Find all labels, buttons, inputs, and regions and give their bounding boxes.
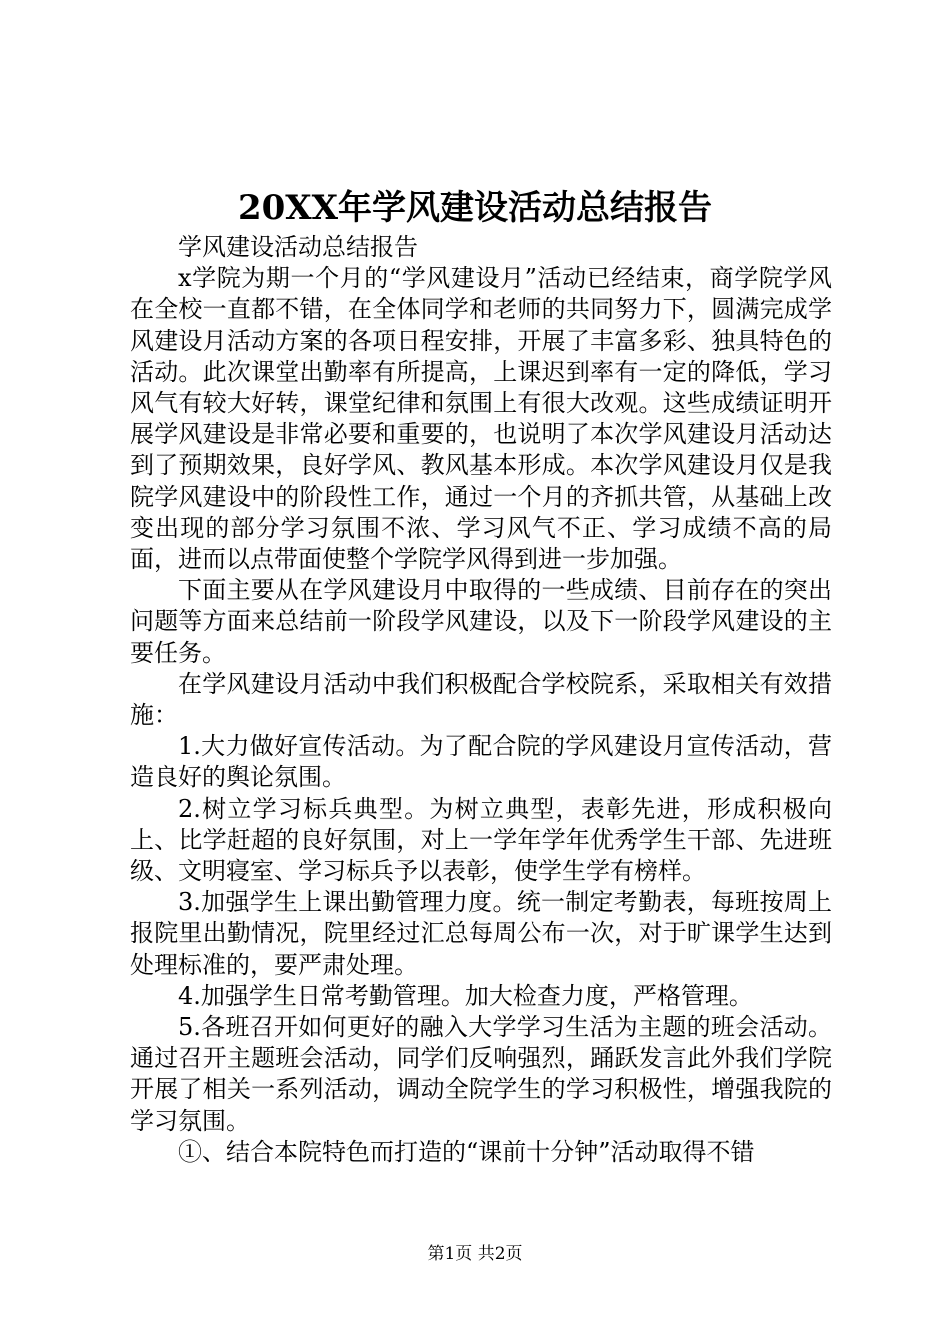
- paragraph: 3.加强学生上课出勤管理力度。统一制定考勤表，每班按周上报院里出勤情况，院里经过汇总每周公布一次，对于旷课学生达到处理标准的，要严肃处理。: [130, 888, 832, 979]
- document-title: 20XX年学风建设活动总结报告: [237, 188, 713, 228]
- paragraph: 5.各班召开如何更好的融入大学学习生活为主题的班会活动。通过召开主题班会活动，同学们反响强烈，踊跃发言此外我们学院开展了相关一系列活动，调动全院学生的学习积极性，增强我院的学习氛围。: [130, 1013, 832, 1135]
- paragraph: 下面主要从在学风建设月中取得的一些成绩、目前存在的突出问题等方面来总结前一阶段学风建设，以及下一阶段学风建设的主要任务。: [130, 576, 832, 667]
- paragraph: 学风建设活动总结报告: [178, 233, 418, 261]
- paragraph: 在学风建设月活动中我们积极配合学校院系，采取相关有效措施：: [130, 669, 832, 730]
- page-footer: 第1页 共2页: [427, 1244, 523, 1264]
- paragraph: 4.加强学生日常考勤管理。加大检查力度，严格管理。: [178, 981, 753, 1010]
- document-body: [130, 232, 832, 1168]
- paragraph: x学院为期一个月的“学风建设月”活动已经结束，商学院学风在全校一直都不错，在全体同学和老师的共同努力下，圆满完成学风建设月活动方案的各项日程安排，开展了丰富多彩、独具特色的活动。此次课堂出勤率有所提高，上课迟到率有一定的降低，学习风气有较大好转，课堂纪律和氛围上有很大改观。这些成绩证明开展学风建设是非常必要和重要的，也说明了本次学风建设月活动达到了预期效果，良好学风、教风基本形成。本次学风建设月仅是我院学风建设中的阶段性工作，通过一个月的齐抓共管，从基础上改变出现的部分学习氛围不浓、学习风气不正、学习成绩不高的局面，进而以点带面使整个学院学风得到进一步加强。: [130, 264, 832, 574]
- paragraph: ①、结合本院特色而打造的“课前十分钟”活动取得不错: [178, 1137, 755, 1166]
- paragraph: 2.树立学习标兵典型。为树立典型，表彰先进，形成积极向上、比学赶超的良好氛围，对上一学年学年优秀学生干部、先进班级、文明寝室、学习标兵予以表彰，使学生学有榜样。: [130, 794, 832, 886]
- paragraph: 1.大力做好宣传活动。为了配合院的学风建设月宣传活动，营造良好的舆论氛围。: [130, 732, 832, 792]
